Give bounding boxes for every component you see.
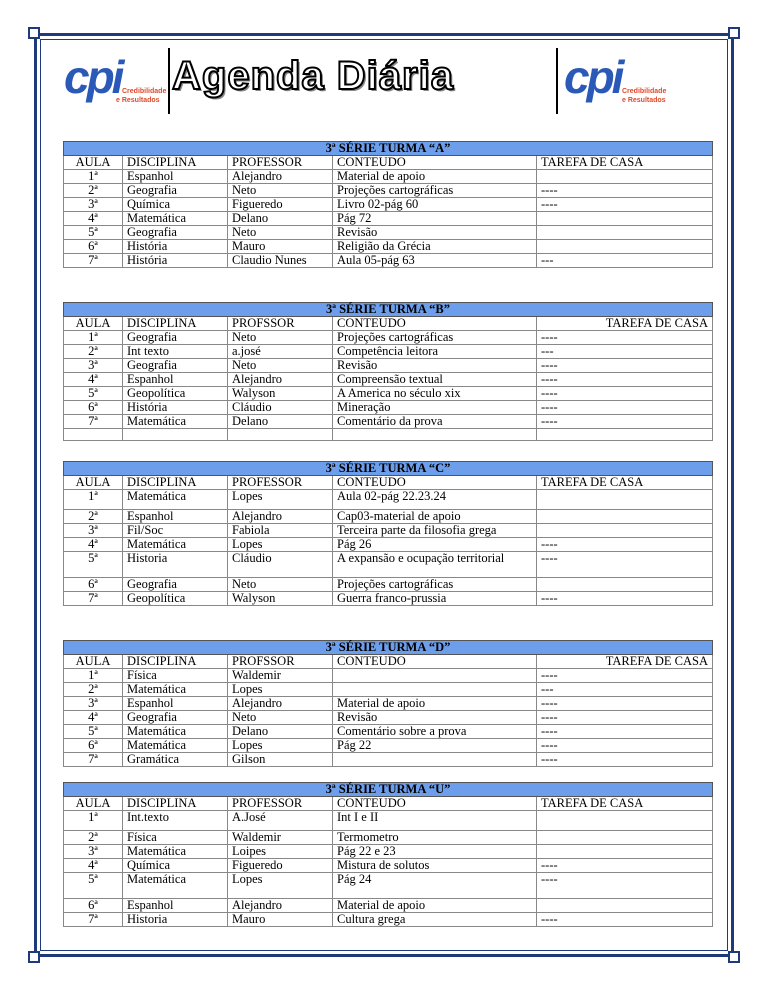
table-cell: [228, 429, 333, 441]
column-header: PROFSSOR: [228, 317, 333, 331]
cpi-logo-left: [64, 48, 174, 110]
table-cell: Aula 02-pág 22.23.24: [333, 490, 537, 510]
logo-text: cpi: [64, 51, 122, 103]
table-header-row: [64, 655, 713, 669]
table-cell: Cap03-material de apoio: [333, 510, 537, 524]
table-title: 3ª SÉRIE TURMA “A”: [64, 142, 713, 156]
table-cell: ----: [537, 552, 713, 578]
table-cell: A.José: [228, 811, 333, 831]
table-cell: Revisão: [333, 711, 537, 725]
table-cell: Matemática: [123, 212, 228, 226]
table-cell: Alejandro: [228, 373, 333, 387]
column-header: CONTEUDO: [333, 317, 537, 331]
table-cell: Delano: [228, 415, 333, 429]
table-row: [64, 524, 713, 538]
table-cell: ----: [537, 859, 713, 873]
table-cell: 2ª: [64, 683, 123, 697]
table-row: [64, 184, 713, 198]
table-cell: 2ª: [64, 345, 123, 359]
table-cell: Walyson: [228, 387, 333, 401]
table-row: [64, 683, 713, 697]
column-header: CONTEUDO: [333, 156, 537, 170]
column-header: PROFESSOR: [228, 476, 333, 490]
table-cell: Geografia: [123, 331, 228, 345]
table-row: [64, 753, 713, 767]
table-cell: Pág 22 e 23: [333, 845, 537, 859]
column-header: DISCIPLINA: [123, 655, 228, 669]
table-cell: ----: [537, 739, 713, 753]
table-cell: [537, 490, 713, 510]
table-cell: Comentário sobre a prova: [333, 725, 537, 739]
table-row: [64, 226, 713, 240]
table-cell: 5ª: [64, 873, 123, 899]
table-cell: História: [123, 401, 228, 415]
logo-tagline: e Resultados: [622, 97, 666, 104]
table-cell: ----: [537, 725, 713, 739]
table-cell: Pág 72: [333, 212, 537, 226]
table-cell: 3ª: [64, 359, 123, 373]
table-cell: 2ª: [64, 510, 123, 524]
table-row: [64, 490, 713, 510]
table-row: [64, 873, 713, 899]
corner-ornament: [28, 27, 40, 39]
table-cell: [537, 899, 713, 913]
table-header-row: [64, 317, 713, 331]
table-cell: ----: [537, 669, 713, 683]
table-cell: Geografia: [123, 578, 228, 592]
table-cell: [537, 429, 713, 441]
table-cell: [333, 753, 537, 767]
table-cell: ---: [537, 345, 713, 359]
page-title: Agenda Diária: [172, 54, 454, 98]
table-row: [64, 725, 713, 739]
logo-tagline: e Resultados: [116, 97, 160, 104]
table-cell: Geopolítica: [123, 387, 228, 401]
table-cell: 6ª: [64, 240, 123, 254]
table-cell: Material de apoio: [333, 899, 537, 913]
table-row: [64, 739, 713, 753]
table-row: [64, 387, 713, 401]
table-row: [64, 415, 713, 429]
table-cell: Int.texto: [123, 811, 228, 831]
table-cell: 1ª: [64, 490, 123, 510]
table-cell: Termometro: [333, 831, 537, 845]
table-cell: ----: [537, 331, 713, 345]
table-cell: Cláudio: [228, 552, 333, 578]
table-cell: Figueredo: [228, 859, 333, 873]
table-cell: 4ª: [64, 373, 123, 387]
table-cell: 2ª: [64, 831, 123, 845]
table-cell: 7ª: [64, 254, 123, 268]
table-cell: ---: [537, 254, 713, 268]
table-cell: A expansão e ocupação territorial: [333, 552, 537, 578]
table-cell: Revisão: [333, 226, 537, 240]
table-row: [64, 669, 713, 683]
table-cell: Pág 24: [333, 873, 537, 899]
table-cell: [537, 226, 713, 240]
table-cell: 6ª: [64, 578, 123, 592]
column-header: CONTEUDO: [333, 797, 537, 811]
table-row: [64, 552, 713, 578]
table-cell: Projeções cartográficas: [333, 184, 537, 198]
table-cell: [333, 683, 537, 697]
table-cell: Gramática: [123, 753, 228, 767]
table-cell: Espanhol: [123, 697, 228, 711]
table-cell: 4ª: [64, 859, 123, 873]
corner-ornament: [28, 951, 40, 963]
table-cell: Loipes: [228, 845, 333, 859]
table-cell: Competência leitora: [333, 345, 537, 359]
table-cell: ----: [537, 401, 713, 415]
table-cell: 5ª: [64, 552, 123, 578]
table-cell: Matemática: [123, 538, 228, 552]
table-cell: Mistura de solutos: [333, 859, 537, 873]
table-title: 3ª SÉRIE TURMA “B”: [64, 303, 713, 317]
table-cell: [537, 845, 713, 859]
table-row: [64, 578, 713, 592]
table-header-row: [64, 476, 713, 490]
table-cell: A America no século xix: [333, 387, 537, 401]
table-cell: [537, 510, 713, 524]
table-cell: Projeções cartográficas: [333, 331, 537, 345]
table-cell: Espanhol: [123, 510, 228, 524]
table-header-row: [64, 156, 713, 170]
table-cell: Neto: [228, 184, 333, 198]
column-header: AULA: [64, 317, 123, 331]
column-header: TAREFA DE CASA: [537, 317, 713, 331]
table-cell: ---: [537, 683, 713, 697]
table-row: [64, 373, 713, 387]
table-cell: Fil/Soc: [123, 524, 228, 538]
table-cell: Compreensão textual: [333, 373, 537, 387]
table-cell: ----: [537, 198, 713, 212]
table-cell: 1ª: [64, 331, 123, 345]
table-cell: Projeções cartográficas: [333, 578, 537, 592]
table-cell: Geografia: [123, 359, 228, 373]
table-cell: Cláudio: [228, 401, 333, 415]
table-cell: 6ª: [64, 899, 123, 913]
table-cell: Matemática: [123, 415, 228, 429]
table-cell: [123, 429, 228, 441]
table-cell: Espanhol: [123, 170, 228, 184]
table-cell: Geografia: [123, 184, 228, 198]
table-cell: Walyson: [228, 592, 333, 606]
table-cell: 4ª: [64, 212, 123, 226]
table-cell: Física: [123, 669, 228, 683]
column-header: PROFESSOR: [228, 797, 333, 811]
table-cell: Fabiola: [228, 524, 333, 538]
table-cell: ----: [537, 359, 713, 373]
table-cell: 3ª: [64, 524, 123, 538]
header-divider: [556, 48, 558, 114]
table-cell: Comentário da prova: [333, 415, 537, 429]
table-cell: [537, 811, 713, 831]
table-cell: ----: [537, 538, 713, 552]
table-cell: Historia: [123, 913, 228, 927]
column-header: CONTEUDO: [333, 655, 537, 669]
column-header: CONTEUDO: [333, 476, 537, 490]
table-cell: [64, 429, 123, 441]
table-cell: Historia: [123, 552, 228, 578]
table-cell: Alejandro: [228, 899, 333, 913]
table-row: [64, 845, 713, 859]
column-header: PROFESSOR: [228, 156, 333, 170]
table-cell: Claudio Nunes: [228, 254, 333, 268]
table-cell: ----: [537, 697, 713, 711]
table-cell: Terceira parte da filosofia grega: [333, 524, 537, 538]
table-cell: Neto: [228, 331, 333, 345]
cpi-logo-right: [564, 48, 684, 110]
table-cell: Mauro: [228, 913, 333, 927]
table-cell: 1ª: [64, 669, 123, 683]
table-title: 3ª SÉRIE TURMA “C”: [64, 462, 713, 476]
table-cell: ----: [537, 415, 713, 429]
table-cell: Waldemir: [228, 669, 333, 683]
header-divider: [168, 48, 170, 114]
table-cell: Material de apoio: [333, 170, 537, 184]
table-cell: ----: [537, 873, 713, 899]
table-cell: 3ª: [64, 845, 123, 859]
table-cell: Neto: [228, 578, 333, 592]
column-header: TAREFA DE CASA: [537, 476, 713, 490]
table-cell: Alejandro: [228, 170, 333, 184]
column-header: TAREFA DE CASA: [537, 797, 713, 811]
table-cell: Alejandro: [228, 510, 333, 524]
table-row: [64, 859, 713, 873]
table-cell: História: [123, 240, 228, 254]
table-title: 3ª SÉRIE TURMA “D”: [64, 641, 713, 655]
table-cell: 5ª: [64, 725, 123, 739]
table-row: [64, 811, 713, 831]
table-cell: História: [123, 254, 228, 268]
table-title: 3ª SÉRIE TURMA “U”: [64, 783, 713, 797]
table-cell: Lopes: [228, 873, 333, 899]
column-header: DISCIPLINA: [123, 156, 228, 170]
table-cell: Aula 05-pág 63: [333, 254, 537, 268]
schedule-table: [63, 782, 713, 927]
table-row: [64, 359, 713, 373]
table-cell: Química: [123, 198, 228, 212]
page-header: [60, 48, 700, 118]
table-cell: a.josé: [228, 345, 333, 359]
table-cell: Livro 02-pág 60: [333, 198, 537, 212]
table-cell: Alejandro: [228, 697, 333, 711]
table-cell: Guerra franco-prussia: [333, 592, 537, 606]
table-cell: 4ª: [64, 711, 123, 725]
table-cell: Matemática: [123, 739, 228, 753]
table-cell: 7ª: [64, 415, 123, 429]
table-cell: Geografia: [123, 711, 228, 725]
column-header: AULA: [64, 797, 123, 811]
table-cell: 1ª: [64, 811, 123, 831]
table-cell: Matemática: [123, 683, 228, 697]
table-cell: Religião da Grécia: [333, 240, 537, 254]
table-cell: 3ª: [64, 697, 123, 711]
table-row: [64, 510, 713, 524]
schedule-table: [63, 141, 713, 268]
table-row: [64, 212, 713, 226]
schedule-table: [63, 640, 713, 767]
column-header: TAREFA DE CASA: [537, 156, 713, 170]
table-cell: [537, 578, 713, 592]
table-cell: 7ª: [64, 913, 123, 927]
table-cell: Matemática: [123, 490, 228, 510]
table-cell: ----: [537, 753, 713, 767]
logo-tagline: Credibilidade: [122, 88, 167, 95]
table-cell: 1ª: [64, 170, 123, 184]
table-cell: ----: [537, 913, 713, 927]
table-row: [64, 254, 713, 268]
schedule-table: [63, 302, 713, 441]
column-header: DISCIPLINA: [123, 797, 228, 811]
table-row: [64, 331, 713, 345]
table-cell: Pág 22: [333, 739, 537, 753]
table-row: [64, 170, 713, 184]
table-cell: Lopes: [228, 490, 333, 510]
table-cell: ----: [537, 711, 713, 725]
table-cell: 7ª: [64, 753, 123, 767]
table-cell: Geopolítica: [123, 592, 228, 606]
table-row: [64, 429, 713, 441]
table-cell: 3ª: [64, 198, 123, 212]
table-cell: Lopes: [228, 538, 333, 552]
table-cell: Matemática: [123, 845, 228, 859]
table-cell: Neto: [228, 359, 333, 373]
column-header: DISCIPLINA: [123, 317, 228, 331]
table-cell: Matemática: [123, 725, 228, 739]
table-cell: Pág 26: [333, 538, 537, 552]
column-header: AULA: [64, 156, 123, 170]
table-cell: Geografia: [123, 226, 228, 240]
table-cell: 7ª: [64, 592, 123, 606]
table-cell: Cultura grega: [333, 913, 537, 927]
table-row: [64, 538, 713, 552]
column-header: TAREFA DE CASA: [537, 655, 713, 669]
table-cell: Delano: [228, 725, 333, 739]
table-cell: [537, 831, 713, 845]
table-cell: ----: [537, 184, 713, 198]
logo-tagline: Credibilidade: [622, 88, 667, 95]
column-header: PROFSSOR: [228, 655, 333, 669]
table-cell: ----: [537, 592, 713, 606]
table-cell: [333, 429, 537, 441]
table-row: [64, 592, 713, 606]
table-cell: 5ª: [64, 226, 123, 240]
table-cell: Química: [123, 859, 228, 873]
table-cell: [537, 240, 713, 254]
table-cell: Mineração: [333, 401, 537, 415]
table-cell: Neto: [228, 226, 333, 240]
table-cell: Neto: [228, 711, 333, 725]
table-cell: Gilson: [228, 753, 333, 767]
table-cell: Mauro: [228, 240, 333, 254]
table-cell: 4ª: [64, 538, 123, 552]
table-cell: 2ª: [64, 184, 123, 198]
schedule-table: [63, 461, 713, 606]
table-row: [64, 831, 713, 845]
table-cell: [333, 669, 537, 683]
table-cell: Revisão: [333, 359, 537, 373]
table-row: [64, 198, 713, 212]
table-cell: [537, 170, 713, 184]
table-row: [64, 711, 713, 725]
table-row: [64, 697, 713, 711]
table-cell: Espanhol: [123, 899, 228, 913]
table-cell: ----: [537, 373, 713, 387]
column-header: AULA: [64, 655, 123, 669]
table-cell: Waldemir: [228, 831, 333, 845]
table-cell: Espanhol: [123, 373, 228, 387]
table-cell: Int texto: [123, 345, 228, 359]
corner-ornament: [728, 27, 740, 39]
table-cell: Física: [123, 831, 228, 845]
table-cell: 6ª: [64, 739, 123, 753]
table-header-row: [64, 797, 713, 811]
column-header: DISCIPLINA: [123, 476, 228, 490]
table-row: [64, 240, 713, 254]
table-cell: ----: [537, 387, 713, 401]
table-cell: [537, 524, 713, 538]
table-cell: Delano: [228, 212, 333, 226]
table-cell: Figueredo: [228, 198, 333, 212]
table-cell: Matemática: [123, 873, 228, 899]
table-row: [64, 899, 713, 913]
table-row: [64, 345, 713, 359]
column-header: AULA: [64, 476, 123, 490]
table-cell: Material de apoio: [333, 697, 537, 711]
table-cell: Lopes: [228, 739, 333, 753]
table-row: [64, 401, 713, 415]
table-cell: Lopes: [228, 683, 333, 697]
table-cell: Int I e II: [333, 811, 537, 831]
table-cell: [537, 212, 713, 226]
table-cell: 6ª: [64, 401, 123, 415]
logo-text: cpi: [564, 51, 622, 103]
corner-ornament: [728, 951, 740, 963]
table-cell: 5ª: [64, 387, 123, 401]
table-row: [64, 913, 713, 927]
